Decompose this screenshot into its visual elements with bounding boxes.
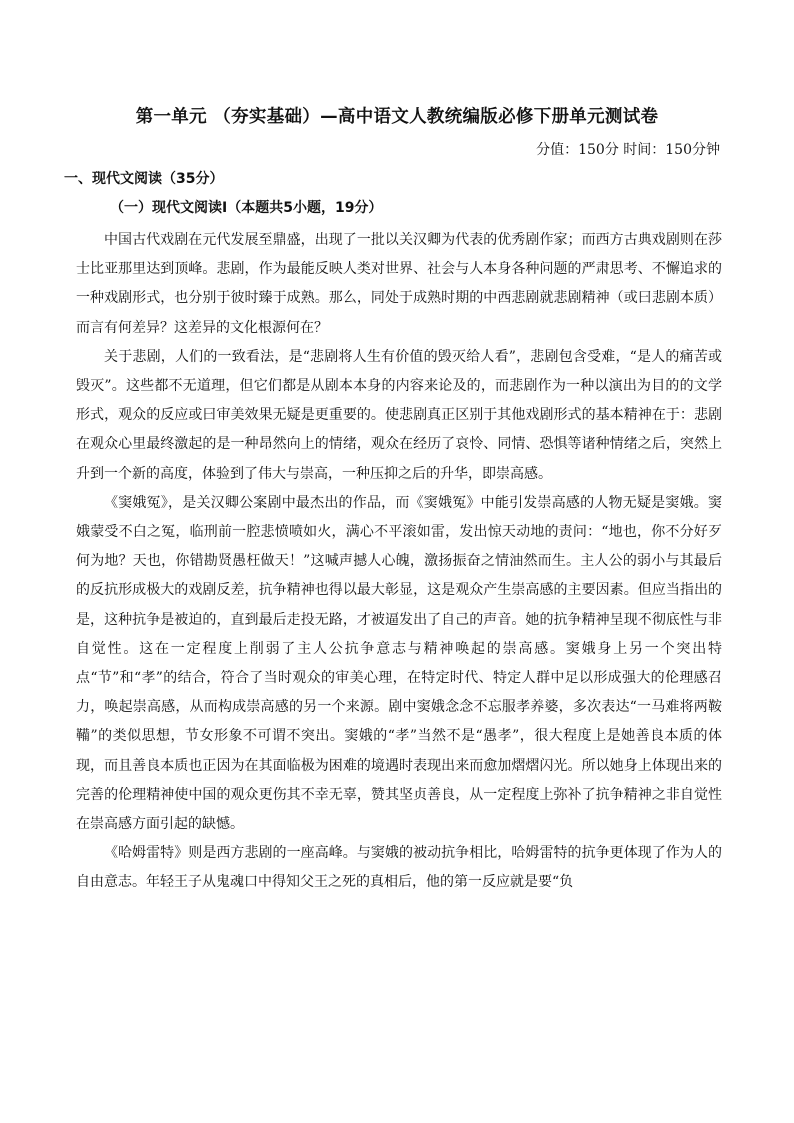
page-title: 第一单元 （夯实基础）—高中语文人教统编版必修下册单元测试卷 — [135, 107, 659, 127]
passage-paragraph: 《窦娥冤》，是关汉卿公案剧中最杰出的作品，而《窦娥冤》中能引发崇高感的人物无疑是窦娥。窦娥蒙受不白之冤，临刑前一腔悲愤喷如火，满心不平滚如雷，发出惊天动地的责问：“地也，你不分好歹何为地？天也，你错勘贤愚枉做天！”这喊声撼人心魄，激扬振奋之情油然而生。主人公的弱小与其最后的反抗形成极大的戏剧反差，抗争精神也得以最大彰显，这是观众产生崇高感的主要因素。但应当指出的是，这种抗争是被迫的，直到最后走投无路，才被逼发出了自己的声音。她的抗争精神呈现不彻底性与非自觉性。这在一定程度上削弱了主人公抗争意志与精神唤起的崇高感。窦娥身上另一个突出特点“节”和“孝”的结合，符合了当时观众的审美心理，在特定时代、特定人群中足以形成强大的伦理感召力，唤起崇高感，从而构成崇高感的另一个来源。剧中窦娥念念不忘服孝养婆，多次表达“一马难将两鞍鞴”的类似思想，节女形象不可谓不突出。窦娥的“孝”当然不是“愚孝”，很大程度上是她善良本质的体现，而且善良本质也正因为在其面临极为困难的境遇时表现出来而愈加熠熠闪光。所以她身上体现出来的完善的伦理精神使中国的观众更伤其不幸无辜，赞其坚贞善良，从一定程度上弥补了抗争精神之非自觉性在崇高感方面引起的缺憾。 — [76, 494, 722, 833]
passage-paragraph: 关于悲剧，人们的一致看法，是“悲剧将人生有价值的毁灭给人看”，悲剧包含受难，“是人的痛苦或毁灭”。这些都不无道理，但它们都是从剧本本身的内容来论及的，而悲剧作为一种以演出为目的的文学形式，观众的反应或曰审美效果无疑是更重要的。使悲剧真正区别于其他戏剧形式的基本精神在于：悲剧在观众心里最终激起的是一种昂然向上的情绪，观众在经历了哀怜、同情、恐惧等诸种情绪之后，突然上升到一个新的高度，体验到了伟大与崇高，一种压抑之后的升华，即崇高感。 — [76, 348, 722, 482]
passage-paragraph: 中国古代戏剧在元代发展至鼎盛，出现了一批以关汉卿为代表的优秀剧作家；而西方古典戏剧则在莎士比亚那里达到顶峰。悲剧，作为最能反映人类对世界、社会与人本身各种问题的严肃思考、不懈追求的一种戏剧形式，也分别于彼时臻于成熟。那么，同处于成熟时期的中西悲剧就悲剧精神（或曰悲剧本质）而言有何差异？这差异的文化根源何在？ — [76, 232, 722, 336]
score-time-info: 分值：150分 时间：150分钟 — [536, 142, 720, 158]
sub-section-heading: （一）现代文阅读Ⅰ（本题共5小题，19分） — [110, 200, 383, 216]
reading-passage — [76, 226, 722, 898]
passage-paragraph: 《哈姆雷特》则是西方悲剧的一座高峰。与窦娥的被动抗争相比，哈姆雷特的抗争更体现了作为人的自由意志。年轻王子从鬼魂口中得知父王之死的真相后，他的第一反应就是要“负 — [76, 845, 722, 891]
section-heading: 一、现代文阅读（35分） — [64, 171, 224, 187]
